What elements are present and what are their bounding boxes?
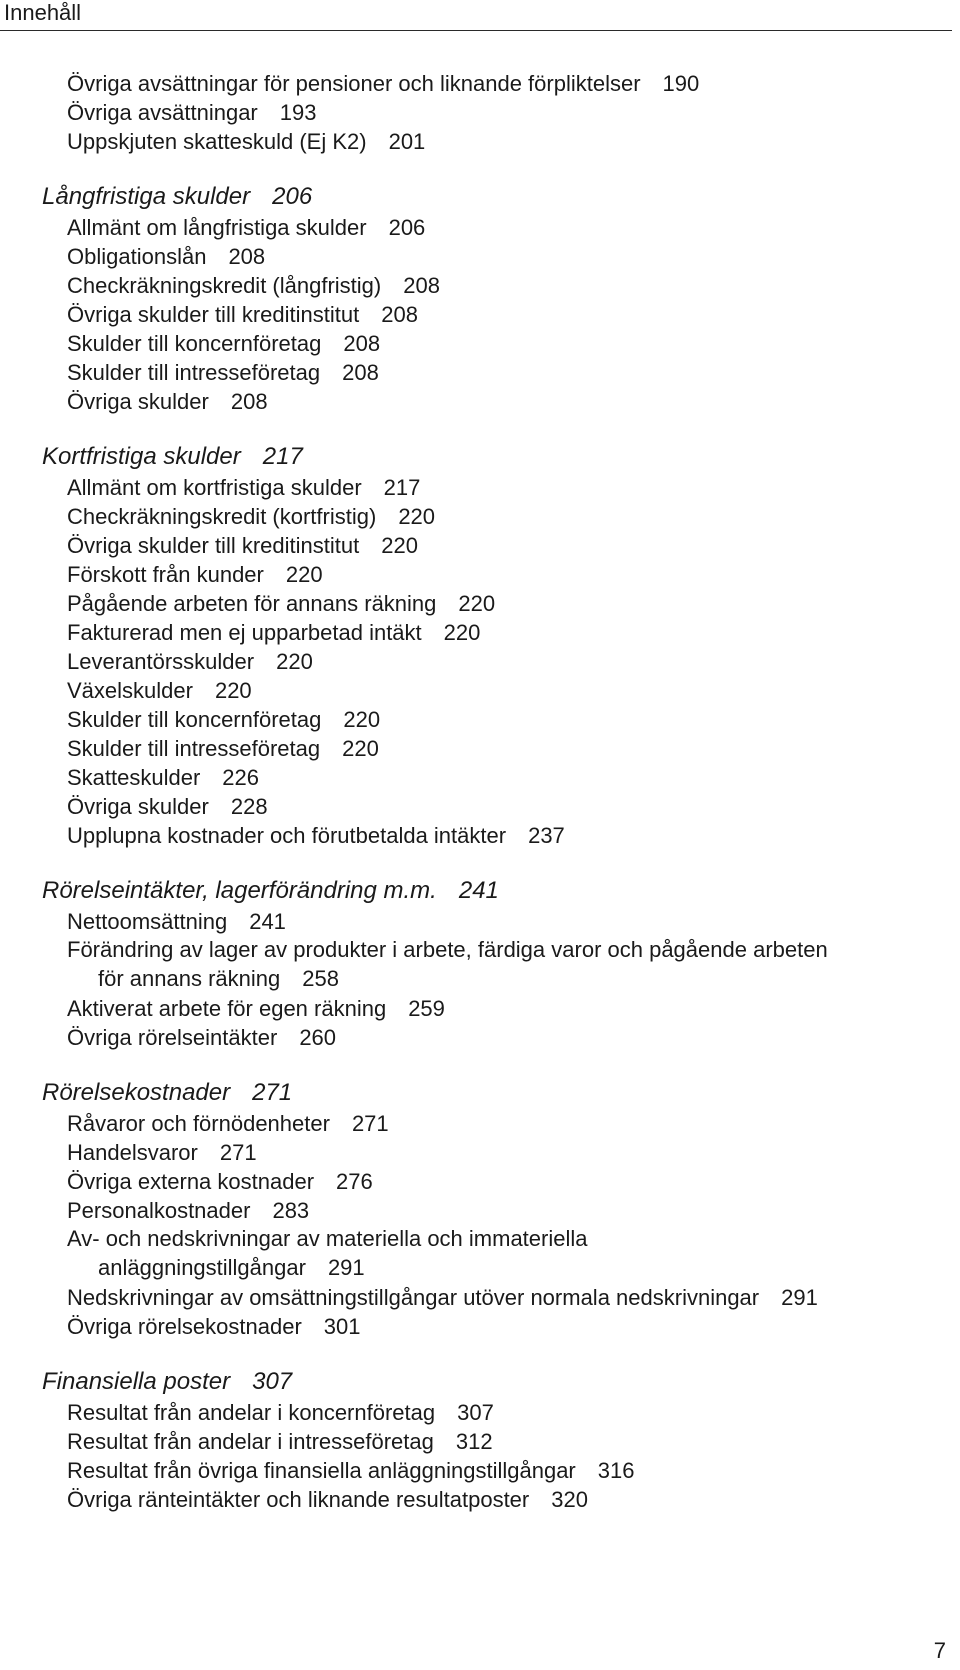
toc-entry-text: Skulder till intresseföretag — [67, 360, 321, 385]
toc-entry — [67, 1108, 947, 1139]
header-title: Innehåll — [4, 0, 82, 25]
toc-entry-text: Nedskrivningar av omsättningstillgångar utöver normala nedskrivningar — [67, 1285, 760, 1310]
toc-entry-page: 276 — [336, 1169, 373, 1194]
toc-entry-page: 291 — [781, 1285, 818, 1310]
toc-entry-text: Skulder till intresseföretag — [67, 736, 321, 761]
toc-entry — [67, 501, 947, 532]
toc-entry-page: 228 — [230, 794, 268, 819]
toc-entry-page: 190 — [662, 71, 700, 96]
toc-entry-page: 258 — [302, 966, 339, 991]
toc-entry-text: Upplupna kostnader och förutbetalda intäkter — [67, 823, 507, 848]
toc-entry-text: Av- och nedskrivningar av materiella och immateriella — [67, 1226, 588, 1251]
toc-entry — [67, 530, 947, 561]
section-heading-text: Rörelseintäkter, lagerförändring m.m. — [42, 877, 437, 904]
toc-entry — [67, 993, 947, 1024]
toc-entry — [67, 791, 947, 822]
toc-entry-text: Fakturerad men ej upparbetad intäkt — [67, 620, 422, 645]
section-heading-text: Rörelsekostnader — [42, 1079, 231, 1106]
section-heading-page: 206 — [272, 183, 313, 210]
section-heading-page: 241 — [458, 877, 499, 904]
toc-entry-page: 283 — [272, 1198, 310, 1223]
toc-entry — [67, 299, 947, 330]
toc-entry-text: Övriga skulder till kreditinstitut — [67, 302, 360, 327]
section-heading-page: 307 — [252, 1368, 293, 1395]
toc-entry-text: Allmänt om kortfristiga skulder — [67, 475, 362, 500]
toc-entry — [67, 1397, 947, 1428]
toc-entry-page: 220 — [285, 562, 323, 587]
toc-entry-page: 220 — [342, 736, 379, 761]
toc-entry-continuation — [67, 1253, 947, 1282]
toc-entry-page: 312 — [455, 1429, 493, 1454]
toc-entry — [67, 1484, 947, 1515]
toc-entry-text: Resultat från andelar i koncernföretag — [67, 1400, 436, 1425]
toc-entry-text: Nettoomsättning — [67, 909, 228, 934]
toc-entry — [67, 1282, 947, 1313]
toc-entry-page: 301 — [323, 1314, 361, 1339]
toc-entry-text: Skulder till koncernföretag — [67, 331, 322, 356]
toc-entry — [67, 357, 947, 388]
toc-entry-text: Pågående arbeten för annans räkning — [67, 591, 437, 616]
toc-entry — [67, 386, 947, 417]
toc-entry — [67, 733, 947, 764]
section-heading — [42, 183, 312, 211]
section-heading — [42, 443, 303, 471]
toc-entry-page: 237 — [528, 823, 565, 848]
toc-entry-page: 220 — [214, 678, 252, 703]
toc-entry-page: 260 — [299, 1025, 337, 1050]
toc-entry-page: 226 — [222, 765, 260, 790]
toc-entry-page: 217 — [383, 475, 421, 500]
toc-entry-page: 201 — [388, 129, 426, 154]
toc-entry-text: Förändring av lager av produkter i arbete, färdiga varor och pågående arbeten — [67, 937, 828, 962]
page-number: 7 — [933, 1638, 946, 1663]
toc-entry-page: 220 — [276, 649, 313, 674]
toc-entry-text: Förskott från kunder — [67, 562, 264, 587]
section-heading — [42, 877, 499, 905]
toc-entry-page: 208 — [381, 302, 418, 327]
toc-entry-page: 316 — [597, 1458, 635, 1483]
toc-entry-page: 220 — [443, 620, 481, 645]
toc-entry-continuation-text: anläggningstillgångar — [98, 1255, 306, 1280]
toc-entry — [67, 472, 947, 503]
toc-entry-page: 220 — [458, 591, 496, 616]
toc-entry-page: 220 — [343, 707, 381, 732]
toc-entry-text: Personalkostnader — [67, 1198, 251, 1223]
toc-entry-page: 291 — [327, 1255, 365, 1280]
toc-entry-text: Obligationslån — [67, 244, 207, 269]
section-heading-text: Finansiella poster — [42, 1368, 231, 1395]
toc-entry-page: 320 — [551, 1487, 588, 1512]
toc-entry-page: 271 — [351, 1111, 389, 1136]
toc-entry — [67, 1426, 947, 1457]
section-heading-text: Långfristiga skulder — [42, 183, 251, 210]
toc-entry-page: 241 — [249, 909, 286, 934]
toc-entry-page: 307 — [457, 1400, 494, 1425]
toc-entry-page: 206 — [388, 215, 426, 240]
toc-entry — [67, 1224, 947, 1282]
toc-entry-text: Övriga avsättningar för pensioner och liknande förpliktelser — [67, 71, 641, 96]
section-heading-page: 271 — [252, 1079, 293, 1106]
toc-entry — [67, 675, 947, 706]
toc-entry-text: Råvaror och förnödenheter — [67, 1111, 330, 1136]
toc-entry-text: Aktiverat arbete för egen räkning — [67, 996, 387, 1021]
toc-entry-text: Skatteskulder — [67, 765, 201, 790]
toc-entry — [67, 588, 947, 619]
toc-entry-page: 193 — [279, 100, 317, 125]
toc-entry — [67, 906, 947, 937]
toc-entry-text: Allmänt om långfristiga skulder — [67, 215, 367, 240]
toc-entry — [67, 559, 947, 590]
toc-entry-text: Checkräkningskredit (långfristig) — [67, 273, 382, 298]
toc-entry-page: 208 — [403, 273, 440, 298]
toc-entry-text: Handelsvaror — [67, 1140, 198, 1165]
toc-entry — [67, 241, 947, 272]
toc-entry-text: Övriga avsättningar — [67, 100, 258, 125]
section-heading-text: Kortfristiga skulder — [42, 443, 241, 470]
toc-entry-text: Leverantörsskulder — [67, 649, 255, 674]
toc-entry — [67, 1137, 947, 1168]
toc-entry — [67, 820, 947, 851]
toc-entry — [67, 212, 947, 243]
toc-entry-page: 259 — [408, 996, 445, 1021]
toc-entry-text: Resultat från övriga finansiella anläggningstillgångar — [67, 1458, 576, 1483]
toc-entry-page: 208 — [342, 360, 379, 385]
toc-entry-page: 220 — [381, 533, 418, 558]
toc-entry — [67, 328, 947, 359]
toc-entry — [67, 126, 947, 157]
toc-entry — [67, 1166, 947, 1197]
toc-entry — [67, 935, 947, 993]
toc-entry-text: Övriga externa kostnader — [67, 1169, 315, 1194]
toc-entry — [67, 617, 947, 648]
toc-entry — [67, 97, 947, 128]
toc-entry-page: 208 — [228, 244, 266, 269]
section-heading-page: 217 — [262, 443, 303, 470]
toc-entry — [67, 1195, 947, 1226]
toc-entry-text: Skulder till koncernföretag — [67, 707, 322, 732]
toc-entry — [67, 1311, 947, 1342]
toc-entry — [67, 1455, 947, 1486]
toc-entry-page: 220 — [398, 504, 436, 529]
page-header — [0, 0, 952, 31]
toc-entry — [67, 1022, 947, 1053]
toc-entry — [67, 762, 947, 793]
toc-entry-text: Övriga skulder — [67, 794, 209, 819]
toc-entry-text: Övriga skulder — [67, 389, 209, 414]
toc-entry — [67, 68, 947, 99]
toc-entry — [67, 270, 947, 301]
toc-entry-text: Övriga rörelseintäkter — [67, 1025, 278, 1050]
toc-entry-page: 271 — [219, 1140, 257, 1165]
toc-entry-continuation-text: för annans räkning — [98, 966, 281, 991]
toc-entry-continuation — [67, 964, 947, 993]
toc-entry-text: Växelskulder — [67, 678, 193, 703]
toc-entry-page: 208 — [343, 331, 381, 356]
toc-entry-text: Uppskjuten skatteskuld (Ej K2) — [67, 129, 367, 154]
toc-entry — [67, 646, 947, 677]
toc-entry-text: Övriga rörelsekostnader — [67, 1314, 302, 1339]
toc-entry-text: Övriga ränteintäkter och liknande resultatposter — [67, 1487, 530, 1512]
section-heading — [42, 1368, 292, 1396]
toc-entry-text: Övriga skulder till kreditinstitut — [67, 533, 360, 558]
toc-entry — [67, 704, 947, 735]
toc-entry-text: Resultat från andelar i intresseföretag — [67, 1429, 434, 1454]
toc-entry-page: 208 — [230, 389, 268, 414]
section-heading — [42, 1079, 292, 1107]
toc-entry-text: Checkräkningskredit (kortfristig) — [67, 504, 377, 529]
